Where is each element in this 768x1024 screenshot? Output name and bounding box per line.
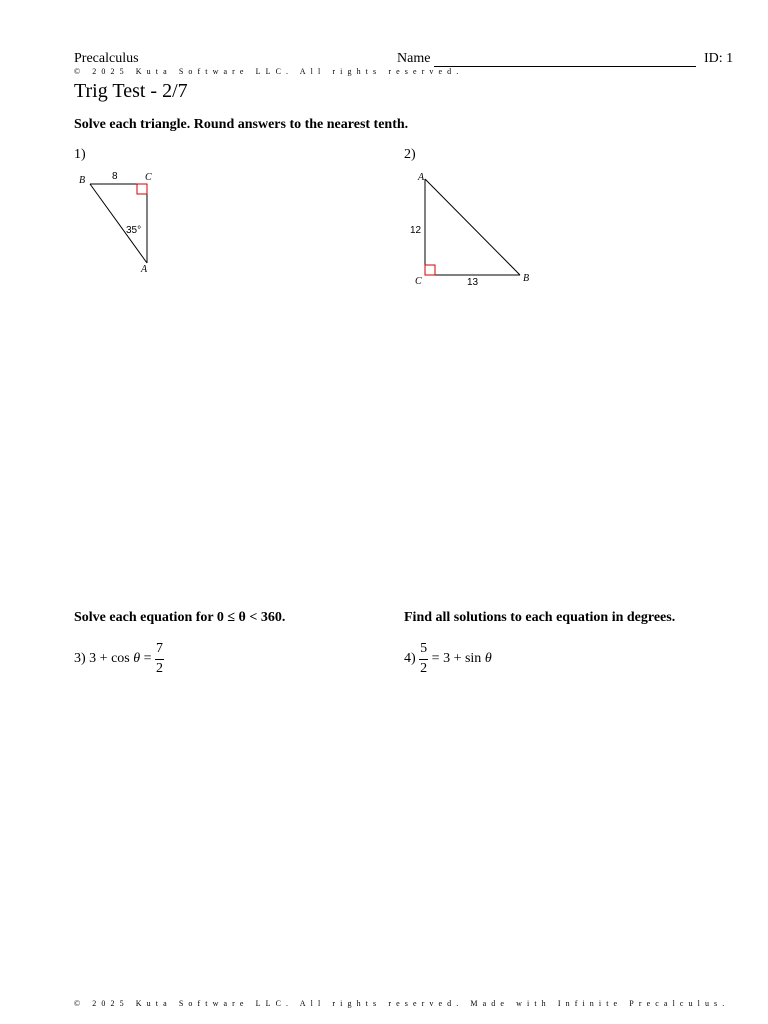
name-blank-line xyxy=(434,66,696,67)
fraction-numerator: 5 xyxy=(420,641,428,656)
fraction-denominator: 2 xyxy=(156,661,164,676)
fraction xyxy=(155,642,164,676)
instruction-find-all-solutions: Find all solutions to each equation in degrees. xyxy=(404,610,676,625)
problem-2-number: 2) xyxy=(404,147,416,162)
vertex-label-c: C xyxy=(415,276,422,287)
page-title: Trig Test - 2/7 xyxy=(74,80,188,102)
angle-label: 35° xyxy=(126,225,142,236)
vertex-label-b: B xyxy=(79,175,86,186)
problem-1-number: 1) xyxy=(74,147,86,162)
copyright-notice: © 2025 Kuta Software LLC. All rights reserved. xyxy=(74,67,464,76)
theta-symbol: θ xyxy=(133,651,141,667)
problem-4 xyxy=(404,642,492,676)
triangle-1-side-ab xyxy=(90,184,147,263)
vertex-label-a: A xyxy=(141,264,148,275)
problem-4-number: 4) xyxy=(404,651,416,667)
right-angle-marker xyxy=(425,265,435,275)
side-label: 8 xyxy=(112,171,118,182)
footer-copyright: © 2025 Kuta Software LLC. All rights reserved. Made with Infinite Precalculus. xyxy=(74,999,730,1008)
fraction-denominator: 2 xyxy=(420,661,428,676)
triangle-2-side-ab xyxy=(425,179,520,275)
vertex-label-b: B xyxy=(523,273,530,284)
vertex-label-a: A xyxy=(418,172,425,183)
vertex-label-c: C xyxy=(145,172,152,183)
id-label: ID: 1 xyxy=(704,51,734,66)
problem-3-number: 3) xyxy=(74,651,86,667)
theta-symbol: θ xyxy=(484,651,492,667)
right-angle-marker xyxy=(137,184,147,194)
problem-3 xyxy=(74,642,164,676)
triangle-diagram-2 xyxy=(405,165,540,290)
fraction xyxy=(419,642,428,676)
vertical-side-label: 12 xyxy=(410,225,422,236)
instruction-solve-triangles: Solve each triangle. Round answers to the nearest tenth. xyxy=(74,117,409,132)
course-name: Precalculus xyxy=(74,51,139,66)
name-label: Name xyxy=(397,51,431,66)
problem-3-lhs: 3 + cos xyxy=(89,651,134,667)
equals-sign: = xyxy=(140,651,156,667)
triangle-diagram-1 xyxy=(70,165,180,280)
instruction-solve-equations: Solve each equation for 0 ≤ θ < 360. xyxy=(74,610,286,625)
problem-4-rhs: = 3 + sin xyxy=(428,651,485,667)
horizontal-side-label: 13 xyxy=(467,277,479,288)
fraction-numerator: 7 xyxy=(156,641,164,656)
